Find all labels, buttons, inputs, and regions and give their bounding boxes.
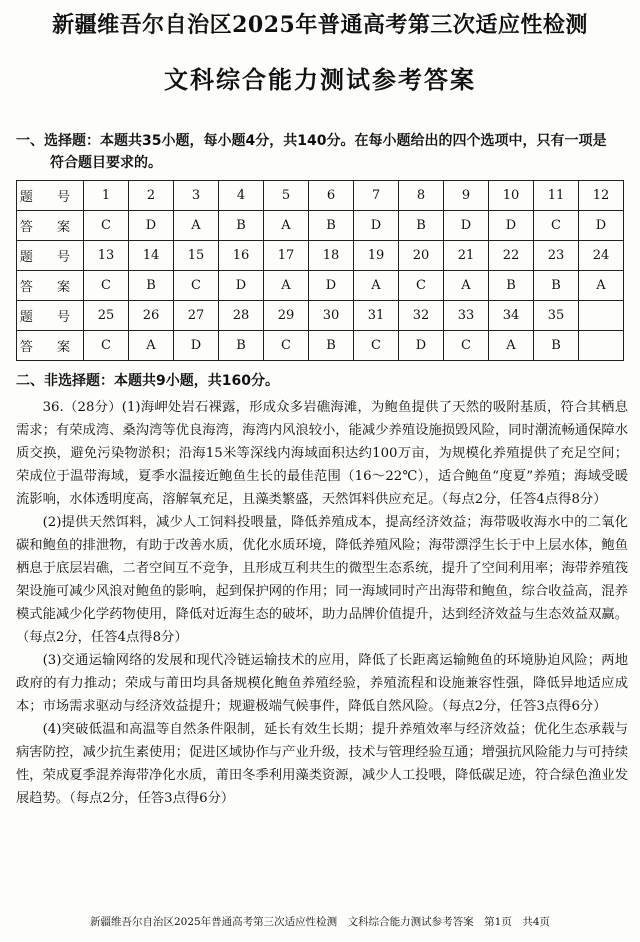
answer-paragraph-36-2: (2)提供天然饵料，减少人工饲料投喂量，降低养殖成本，提高经济效益；海带吸收海水中的二氧化碳和鲍鱼的排泄物，有助于改善水质，优化水质环境，降低养殖风险；海带漂浮生长于中上层水体，鲍鱼栖息于底层岩礁，二者空间互不竞争，且形成互利共生的微型生态系统，提升了空间利用率；海带养殖筏架设施可减少风浪对鲍鱼的影响，起到保护网的作用；同一海域同时产出海带和鲍鱼，综合收益高，混养模式能减少化学药物使用，降低对近海生态的破坏，助力品牌价值提升，达到经济效益与生态效益双赢。（每点2分，任答4点得8分） (16, 515, 628, 645)
answer-table-cell: 13 (84, 241, 129, 271)
answer-table-cell: B (309, 211, 354, 241)
answer-table-cell: 10 (489, 181, 534, 211)
answer-table-cell: 15 (174, 241, 219, 271)
answer-table-cell: 5 (264, 181, 309, 211)
answer-table-row (17, 301, 624, 331)
exam-title: 新疆维吾尔自治区2025年普通高考第三次适应性检测 (52, 12, 588, 38)
answer-table-cell: B (219, 211, 264, 241)
page-footer: 新疆维吾尔自治区2025年普通高考第三次适应性检测 文科综合能力测试参考答案 第1页 共4页 (89, 916, 551, 928)
answer-table-cell: B (489, 271, 534, 301)
answer-key-title: 文科综合能力测试参考答案 (164, 66, 476, 94)
answer-table-cell: B (129, 271, 174, 301)
section1-instructions (16, 130, 628, 174)
answer-table-cell: C (174, 271, 219, 301)
answer-table-cell: 27 (174, 301, 219, 331)
answer-table-cell: 1 (84, 181, 129, 211)
answer-table-cell: 18 (309, 241, 354, 271)
answer-table-cell: B (399, 211, 444, 241)
section1-line1: 一、选择题：本题共35小题，每小题4分，共140分。在每小题给出的四个选项中，只有一项是 (16, 133, 607, 149)
answer-table-cell: 22 (489, 241, 534, 271)
answer-table-row (17, 181, 624, 211)
answer-table-cell: 35 (534, 301, 579, 331)
answer-table-cell: B (219, 331, 264, 361)
answer-table-cell: 14 (129, 241, 174, 271)
answer-table-row-label: 题 号 (17, 181, 84, 211)
answer-table-cell: A (354, 271, 399, 301)
answer-table-row (17, 271, 624, 301)
answer-table-cell: 12 (579, 181, 624, 211)
answer-table-cell: D (579, 211, 624, 241)
answer-table-cell: 34 (489, 301, 534, 331)
answer-table-cell (579, 331, 624, 361)
answer-table-cell: D (129, 211, 174, 241)
answer-paragraph-36-3: (3)交通运输网络的发展和现代冷链运输技术的应用，降低了长距离运输鲍鱼的环境胁迫风险；两地政府的有力推动；荣成与莆田均具备规模化鲍鱼养殖经验，养殖流程和设施兼容性强，降低异地适应成本；市场需求驱动与经济效益提升；规避极端气候事件，降低自然风险。（每点2分，任答3点得6分） (16, 653, 628, 714)
answer-table-cell: D (309, 271, 354, 301)
answer-table-cell: D (174, 331, 219, 361)
answer-table-cell: A (264, 271, 309, 301)
answer-table-cell: C (84, 331, 129, 361)
answer-table-cell: 32 (399, 301, 444, 331)
answer-table-row-label: 答 案 (17, 271, 84, 301)
answer-table-cell: 30 (309, 301, 354, 331)
answer-table-cell: D (399, 331, 444, 361)
answer-table-cell: A (489, 331, 534, 361)
answer-table-cell: 26 (129, 301, 174, 331)
answer-body (16, 396, 628, 810)
answer-table-row-label: 答 案 (17, 211, 84, 241)
answer-table-cell: A (444, 271, 489, 301)
answer-table-cell: 24 (579, 241, 624, 271)
answer-table-row-label: 答 案 (17, 331, 84, 361)
answer-table-cell: D (489, 211, 534, 241)
answer-table-cell: C (354, 331, 399, 361)
answer-table-row-label: 题 号 (17, 301, 84, 331)
answer-table-row-label: 题 号 (17, 241, 84, 271)
answer-table (16, 180, 624, 361)
answer-table-cell: 23 (534, 241, 579, 271)
answer-table-row (17, 331, 624, 361)
answer-table-cell: 3 (174, 181, 219, 211)
answer-table-cell: 25 (84, 301, 129, 331)
answer-table-cell: 33 (444, 301, 489, 331)
answer-table-cell: 8 (399, 181, 444, 211)
answer-table-cell: 31 (354, 301, 399, 331)
answer-table-cell: 6 (309, 181, 354, 211)
answer-table-cell: A (129, 331, 174, 361)
answer-table-cell: 4 (219, 181, 264, 211)
answer-table-cell: 17 (264, 241, 309, 271)
answer-table-cell: 16 (219, 241, 264, 271)
answer-table-cell: 29 (264, 301, 309, 331)
answer-table-cell: A (174, 211, 219, 241)
answer-table-cell: D (444, 211, 489, 241)
answer-table-cell: A (579, 271, 624, 301)
answer-table-cell: 9 (444, 181, 489, 211)
answer-table-cell: 7 (354, 181, 399, 211)
answer-table-cell (579, 301, 624, 331)
answer-table-cell: C (264, 331, 309, 361)
answer-table-cell: D (219, 271, 264, 301)
answer-table-cell: B (534, 271, 579, 301)
section1-line2: 符合题目要求的。 (50, 155, 162, 171)
answer-table-cell: C (399, 271, 444, 301)
answer-table-row (17, 211, 624, 241)
answer-table-cell: 28 (219, 301, 264, 331)
answer-table-cell: C (84, 211, 129, 241)
answer-table-row (17, 241, 624, 271)
answer-table-cell: 21 (444, 241, 489, 271)
answer-table-cell: B (309, 331, 354, 361)
answer-table-cell: B (534, 331, 579, 361)
answer-table-cell: 20 (399, 241, 444, 271)
answer-table-cell: 11 (534, 181, 579, 211)
section2-heading: 二、非选择题：本题共9小题，共160分。 (16, 373, 279, 389)
answer-table-cell: C (84, 271, 129, 301)
answer-table-cell: C (534, 211, 579, 241)
answer-table-cell: 2 (129, 181, 174, 211)
answer-table-cell: 19 (354, 241, 399, 271)
answer-paragraph-36-1: 36.（28分）(1)海岬处岩石裸露，形成众多岩礁海滩，为鲍鱼提供了天然的吸附基质，符合其栖息需求；有荣成湾、桑沟湾等优良海湾，海湾内风浪较小，能减少养殖设施损毁风险，同时潮流畅通保障水质交换，避免污染物淤积；沿海15米等深线内海域面积达约100万亩，为规模化养殖提供了充足空间；荣成位于温带海域，夏季水温接近鲍鱼生长的最佳范围（16～22℃），适合鲍鱼“度夏”养殖；海域受暖流影响，水体透明度高，溶解氧充足，且藻类繁盛，天然饵料供应充足。（每点2分，任答4点得8分） (16, 400, 628, 507)
answer-table-cell: C (444, 331, 489, 361)
answer-paragraph-36-4: (4)突破低温和高温等自然条件限制，延长有效生长期；提升养殖效率与经济效益；优化生态承载与病害防控，减少抗生素使用；促进区域协作与产业升级，技术与管理经验互通；增强抗风险能力与可持续性，荣成夏季混养海带净化水质，莆田冬季利用藻类资源，减少人工投喂，降低碳足迹，符合绿色渔业发展趋势。（每点2分，任答3点得6分） (16, 722, 628, 806)
answer-table-cell: A (264, 211, 309, 241)
answer-table-cell: D (354, 211, 399, 241)
